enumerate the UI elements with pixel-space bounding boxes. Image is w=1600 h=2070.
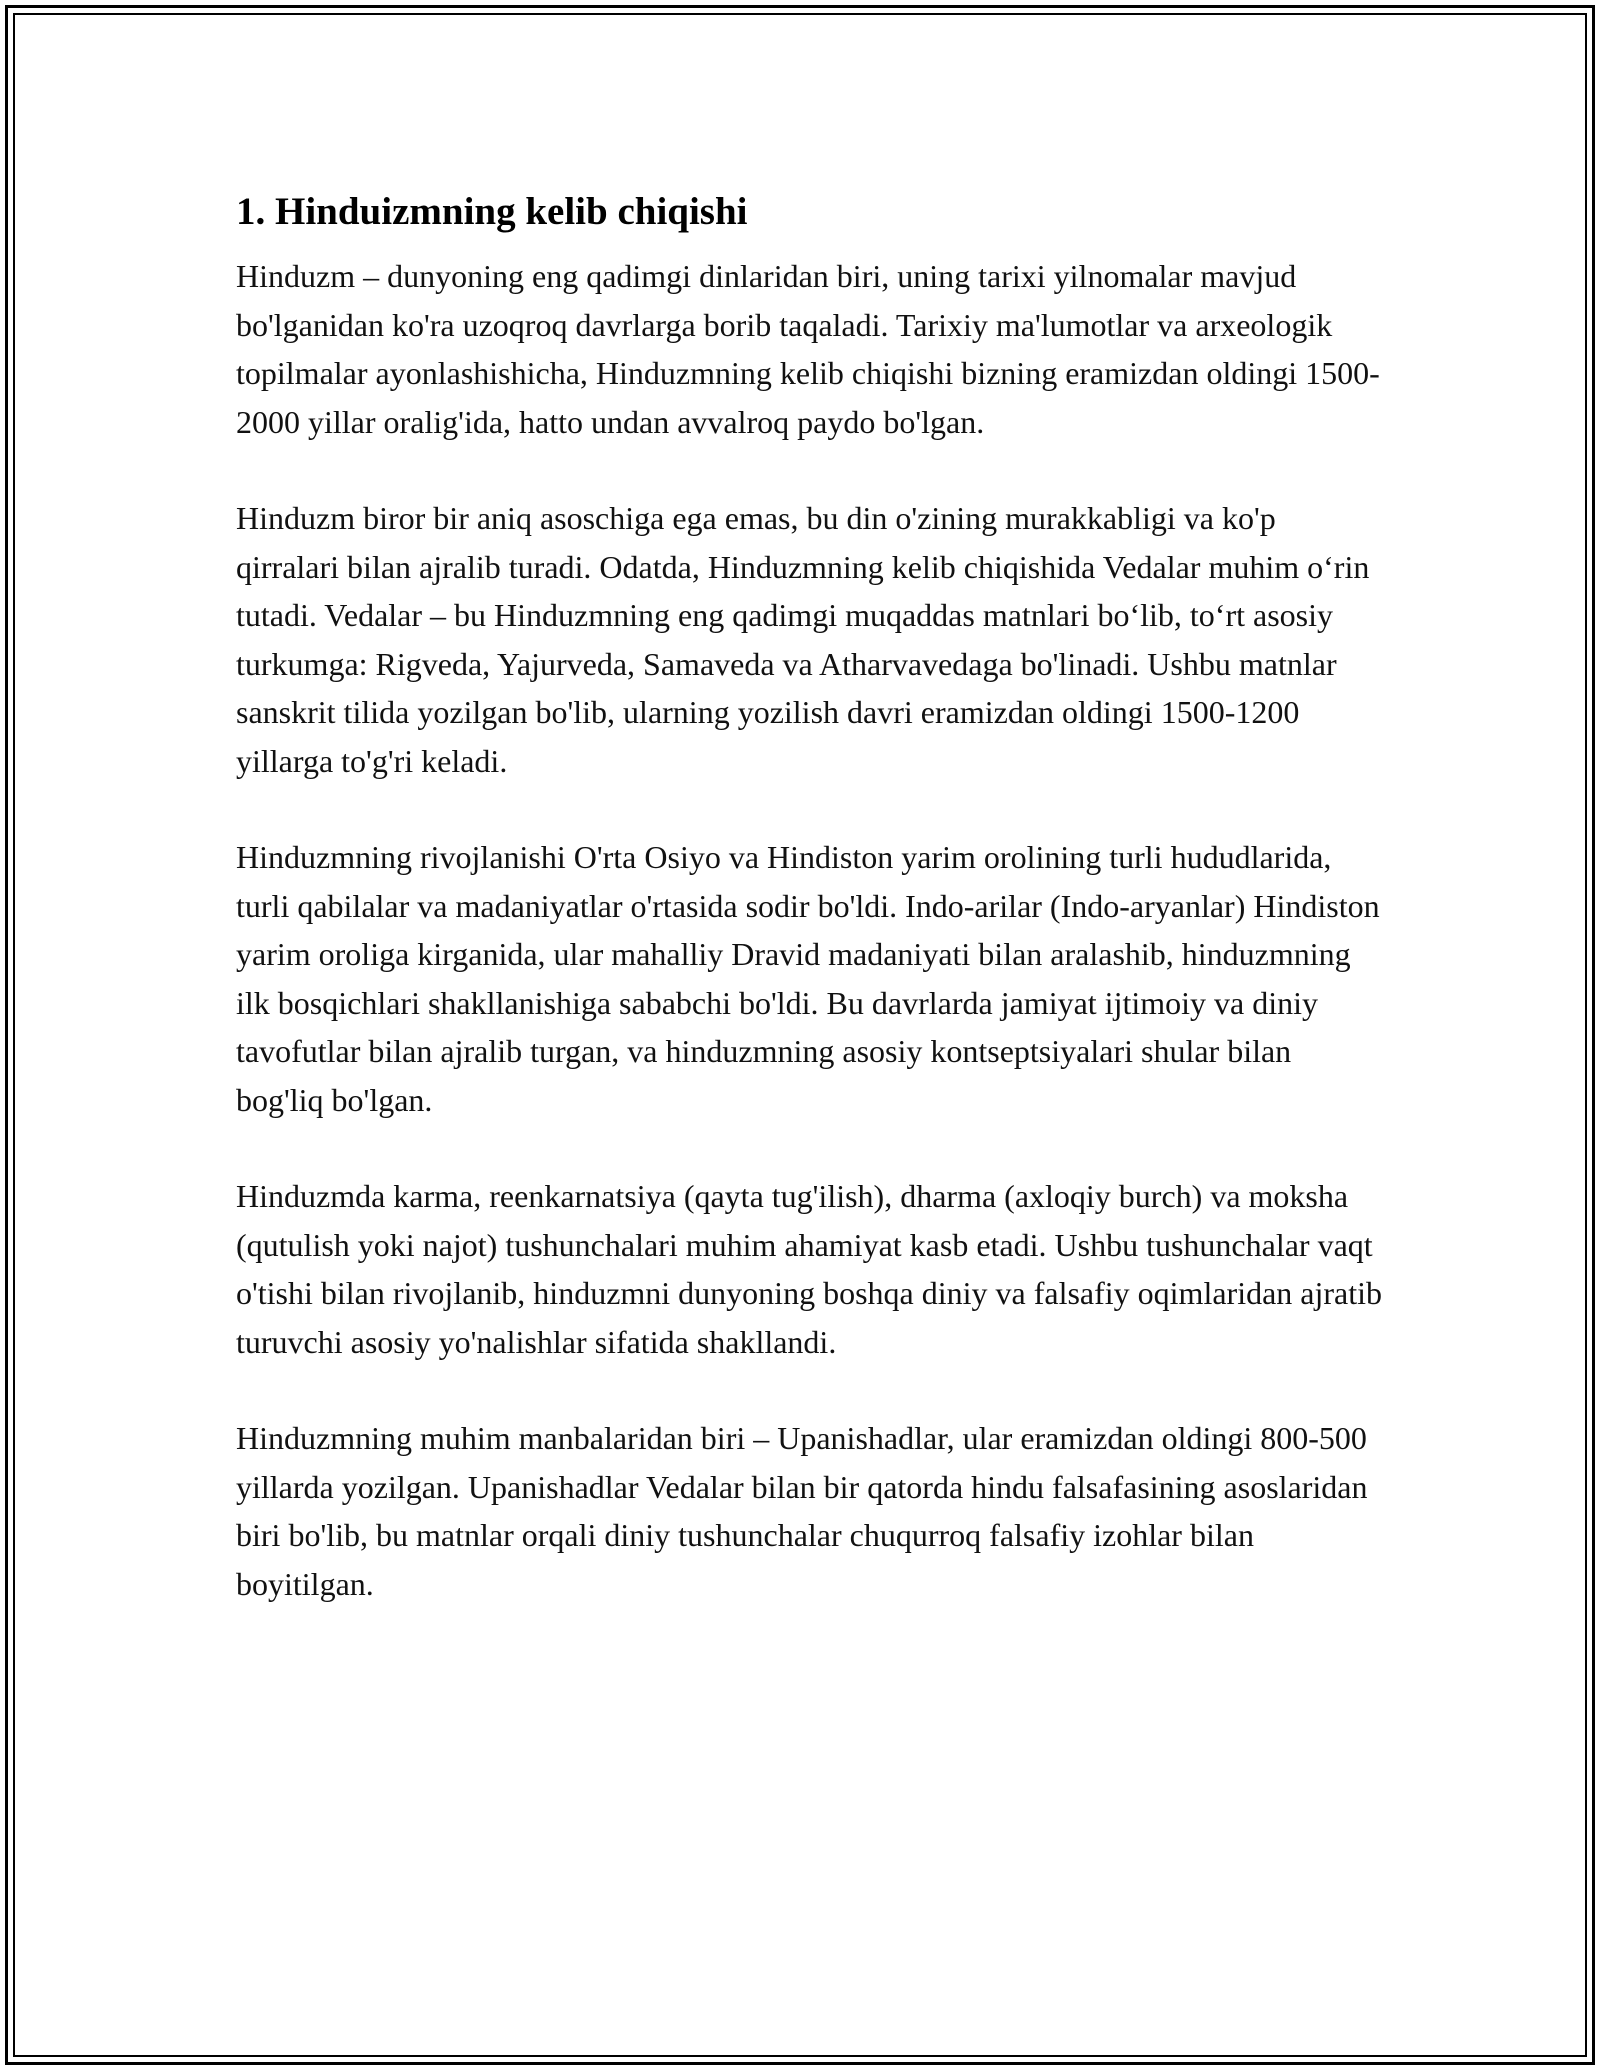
- paragraph-concepts: Hinduzmda karma, reenkarnatsiya (qayta tug'ilish), dharma (axloqiy burch) va moksha (qutulish yoki najot) tushunchalari muhim ahamiyat kasb etadi. Ushbu tushunchalar vaqt o'tishi bilan rivojlanib, hinduzmni dunyoning boshqa diniy va falsafiy oqimlaridan ajratib turuvchi asosiy yo'nalishlar sifatida shakllandi.: [236, 1178, 1383, 1360]
- page-title: 1. Hinduizmning kelib chiqishi: [236, 190, 748, 233]
- paragraph-origins: Hinduzm – dunyoning eng qadimgi dinlaridan biri, uning tarixi yilnomalar mavjud bo'lganidan ko'ra uzoqroq davrlarga borib taqaladi. Tarixiy ma'lumotlar va arxeologik topilmalar ayonlashishicha, Hinduzmning kelib chiqishi bizning eramizdan oldingi 1500-2000 yillar oralig'ida, hatto undan avvalroq paydo bo'lgan.: [236, 258, 1380, 440]
- document-body: [236, 184, 1386, 1608]
- paragraph-development: Hinduzmning rivojlanishi O'rta Osiyo va Hindiston yarim orolining turli hududlarida, turli qabilalar va madaniyatlar o'rtasida sodir bo'ldi. Indo-arilar (Indo-aryanlar) Hindiston yarim oroliga kirganida, ular mahalliy Dravid madaniyati bilan aralashib, hinduzmning ilk bosqichlari shakllanishiga sababchi bo'ldi. Bu davrlarda jamiyat ijtimoiy va diniy tavofutlar bilan ajralib turgan, va hinduzmning asosiy kontseptsiyalari shular bilan bog'liq bo'lgan.: [236, 839, 1380, 1118]
- paragraph-upanishads: Hinduzmning muhim manbalaridan biri – Upanishadlar, ular eramizdan oldingi 800-500 yillarda yozilgan. Upanishadlar Vedalar bilan bir qatorda hindu falsafasining asoslaridan biri bo'lib, bu matnlar orqali diniy tushunchalar chuqurroq falsafiy izohlar bilan boyitilgan.: [236, 1420, 1368, 1602]
- paragraph-vedas: Hinduzm biror bir aniq asoschiga ega emas, bu din o'zining murakkabligi va ko'p qirralari bilan ajralib turadi. Odatda, Hinduzmning kelib chiqishida Vedalar muhim o‘rin tutadi. Vedalar – bu Hinduzmning eng qadimgi muqaddas matnlari bo‘lib, to‘rt asosiy turkumga: Rigveda, Yajurveda, Samaveda va Atharvavedaga bo'linadi. Ushbu matnlar sanskrit tilida yozilgan bo'lib, ularning yozilish davri eramizdan oldingi 1500-1200 yillarga to'g'ri keladi.: [236, 500, 1370, 779]
